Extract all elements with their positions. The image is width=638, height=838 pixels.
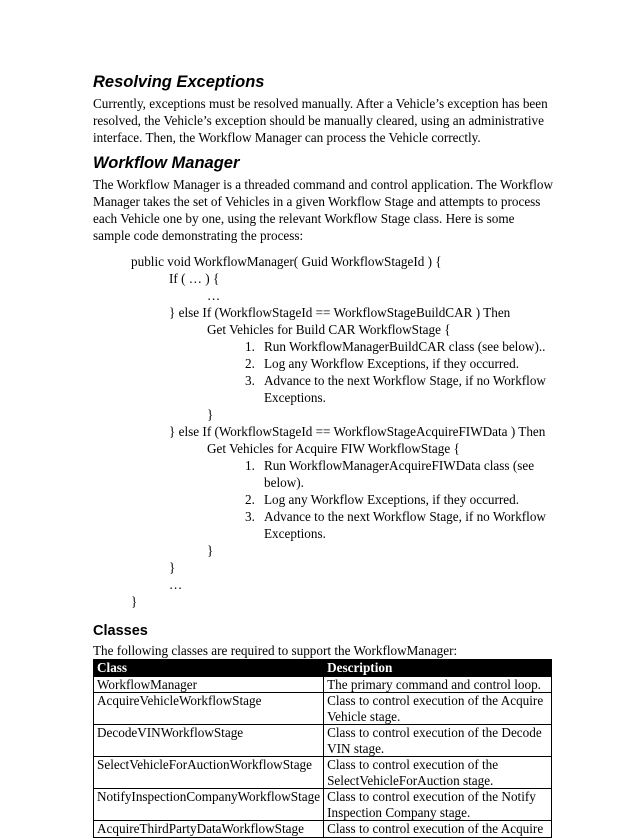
description-cell: Class to control execution of the Acquire Vehicle stage. <box>324 693 552 725</box>
code-else-if-build-car: } else If (WorkflowStageId == WorkflowStageBuildCAR ) Then <box>169 305 511 320</box>
section-heading-resolving-exceptions: Resolving Exceptions <box>93 73 265 91</box>
classes-section <box>93 622 555 838</box>
code-close-brace: } <box>207 407 214 422</box>
code-steps-build-car <box>131 338 555 406</box>
classes-table <box>93 659 552 838</box>
list-item: 2. Log any Workflow Exceptions, if they occurred. <box>245 356 520 371</box>
classes-paragraph: The following classes are required to support the WorkflowManager: <box>93 643 458 658</box>
class-cell: AcquireVehicleWorkflowStage <box>94 693 324 725</box>
document-page <box>93 72 555 838</box>
list-item: 1. Run WorkflowManagerAcquireFIWData class (see below). <box>245 458 535 490</box>
code-ellipsis: … <box>207 288 221 303</box>
list-item: 1. Run WorkflowManagerBuildCAR class (see below).. <box>245 339 546 354</box>
table-row <box>94 757 552 789</box>
table-header-row <box>94 660 552 677</box>
resolving-exceptions-paragraph: Currently, exceptions must be resolved manually. After a Vehicle’s exception has been resolved, the Vehicle’s exception should be manually cleared, using an administrative interface. Then, the Workflow Manager can process the Vehicle correctly. <box>93 96 548 145</box>
class-cell: WorkflowManager <box>94 676 324 693</box>
sample-code-block <box>131 253 555 610</box>
code-signature: public void WorkflowManager( Guid WorkflowStageId ) { <box>131 254 442 269</box>
list-item: 3. Advance to the next Workflow Stage, if no Workflow Exceptions. <box>245 509 546 541</box>
description-cell: Class to control execution of the Notify Inspection Company stage. <box>324 789 552 821</box>
table-row <box>94 821 552 838</box>
code-get-vehicles-acquire-fiw: Get Vehicles for Acquire FIW WorkflowStage { <box>207 441 460 456</box>
list-item: 2. Log any Workflow Exceptions, if they occurred. <box>245 492 520 507</box>
class-cell: NotifyInspectionCompanyWorkflowStage <box>94 789 324 821</box>
description-cell: The primary command and control loop. <box>324 676 552 693</box>
list-item: 3. Advance to the next Workflow Stage, if no Workflow Exceptions. <box>245 373 546 405</box>
description-cell: Class to control execution of the Decode VIN stage. <box>324 725 552 757</box>
class-cell: SelectVehicleForAuctionWorkflowStage <box>94 757 324 789</box>
class-cell: DecodeVINWorkflowStage <box>94 725 324 757</box>
code-close-brace: } <box>169 560 176 575</box>
code-if-line: If ( … ) { <box>169 271 220 286</box>
table-row <box>94 789 552 821</box>
column-header-class: Class <box>94 660 324 677</box>
column-header-description: Description <box>324 660 552 677</box>
code-else-if-acquire-fiw: } else If (WorkflowStageId == WorkflowStageAcquireFIWData ) Then <box>169 424 546 439</box>
table-row <box>94 693 552 725</box>
class-cell: AcquireThirdPartyDataWorkflowStage <box>94 821 324 838</box>
section-heading-workflow-manager: Workflow Manager <box>93 154 240 172</box>
code-steps-acquire-fiw <box>131 457 555 542</box>
code-ellipsis: … <box>169 577 183 592</box>
table-row <box>94 676 552 693</box>
code-close-brace: } <box>207 543 214 558</box>
description-cell: Class to control execution of the Acquire <box>324 821 552 838</box>
workflow-manager-paragraph: The Workflow Manager is a threaded command and control application. The Workflow Manager takes the set of Vehicles in a given Workflow Stage and attempts to process each Vehicle one by one, using the relevant Workflow Stage class. Here is some sample code demonstrating the process: <box>93 177 554 243</box>
table-row <box>94 725 552 757</box>
description-cell: Class to control execution of the SelectVehicleForAuction stage. <box>324 757 552 789</box>
code-close-brace: } <box>131 594 138 609</box>
code-get-vehicles-build-car: Get Vehicles for Build CAR WorkflowStage { <box>207 322 451 337</box>
section-heading-classes: Classes <box>93 623 148 639</box>
